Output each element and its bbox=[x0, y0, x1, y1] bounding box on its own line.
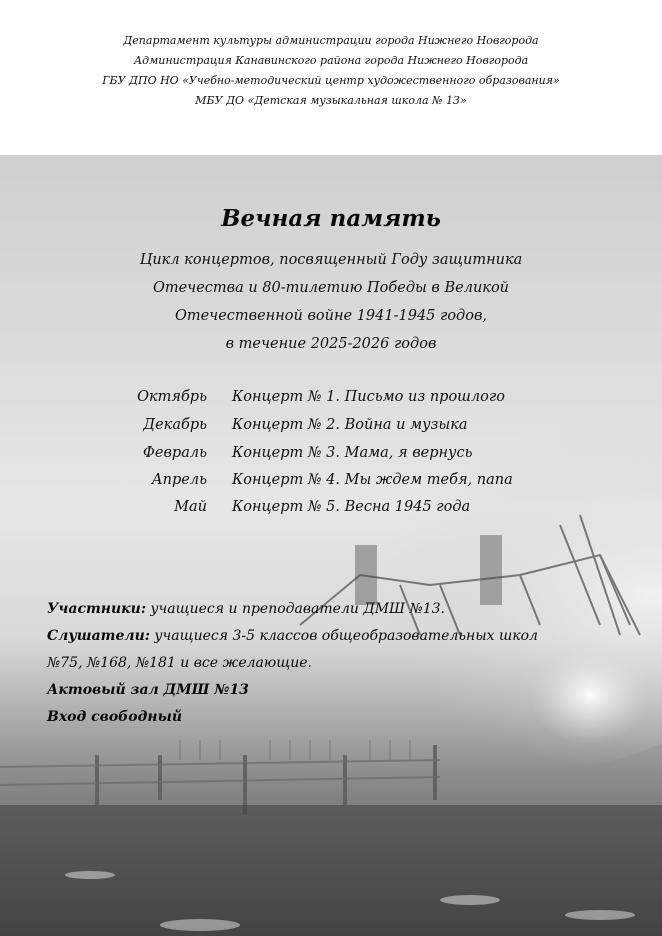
concert-title: Концерт № 4. Мы ждем тебя, папа bbox=[232, 472, 513, 488]
page-header bbox=[0, 0, 662, 155]
concert-month: Декабрь bbox=[143, 417, 207, 433]
concert-title: Концерт № 2. Война и музыка bbox=[232, 417, 468, 433]
venue-line bbox=[47, 682, 249, 698]
listeners-line-2: №75, №168, №181 и все желающие. bbox=[47, 655, 312, 671]
concert-month: Октябрь bbox=[137, 389, 207, 405]
concert-row bbox=[0, 445, 662, 467]
entry-note: Вход свободный bbox=[47, 709, 182, 725]
participants-label: Участники: bbox=[47, 601, 146, 617]
concert-title: Концерт № 3. Мама, я вернусь bbox=[232, 445, 473, 461]
concert-month: Май bbox=[174, 499, 207, 515]
header-line-2: Администрация Канавинского района города Нижнего Новгорода bbox=[133, 54, 529, 67]
concert-title: Концерт № 1. Письмо из прошлого bbox=[232, 389, 505, 405]
concert-month: Апрель bbox=[151, 472, 207, 488]
listeners-text: учащиеся 3-5 классов общеобразовательных школ bbox=[149, 628, 538, 644]
page-title: Вечная память bbox=[221, 205, 441, 232]
subtitle-line-1: Цикл концертов, посвященный Году защитника bbox=[139, 252, 523, 268]
subtitle-line-3: Отечественной войне 1941-1945 годов, bbox=[174, 308, 488, 324]
header-line-3: ГБУ ДПО НО «Учебно-методический центр художественного образования» bbox=[102, 74, 560, 87]
subtitle-line-4: в течение 2025-2026 годов bbox=[225, 336, 437, 352]
header-line-4: МБУ ДО «Детская музыкальная школа № 13» bbox=[195, 94, 467, 107]
participants-text: учащиеся и преподаватели ДМШ №13. bbox=[145, 601, 445, 617]
venue: Актовый зал ДМШ №13 bbox=[47, 682, 249, 698]
concert-row bbox=[0, 417, 662, 439]
participants-line bbox=[47, 601, 445, 617]
concert-row bbox=[0, 499, 662, 521]
listeners-label: Слушатели: bbox=[47, 628, 150, 644]
background-photo bbox=[0, 155, 662, 936]
concert-month: Февраль bbox=[142, 445, 207, 461]
subtitle-line-2: Отечества и 80-тилетию Победы в Великой bbox=[152, 280, 510, 296]
concert-row bbox=[0, 389, 662, 411]
entry-line bbox=[47, 709, 182, 725]
header-line-1: Департамент культуры администрации города Нижнего Новгорода bbox=[123, 34, 539, 47]
concert-title: Концерт № 5. Весна 1945 года bbox=[232, 499, 471, 515]
listeners-line bbox=[47, 628, 538, 644]
concert-row bbox=[0, 472, 662, 494]
